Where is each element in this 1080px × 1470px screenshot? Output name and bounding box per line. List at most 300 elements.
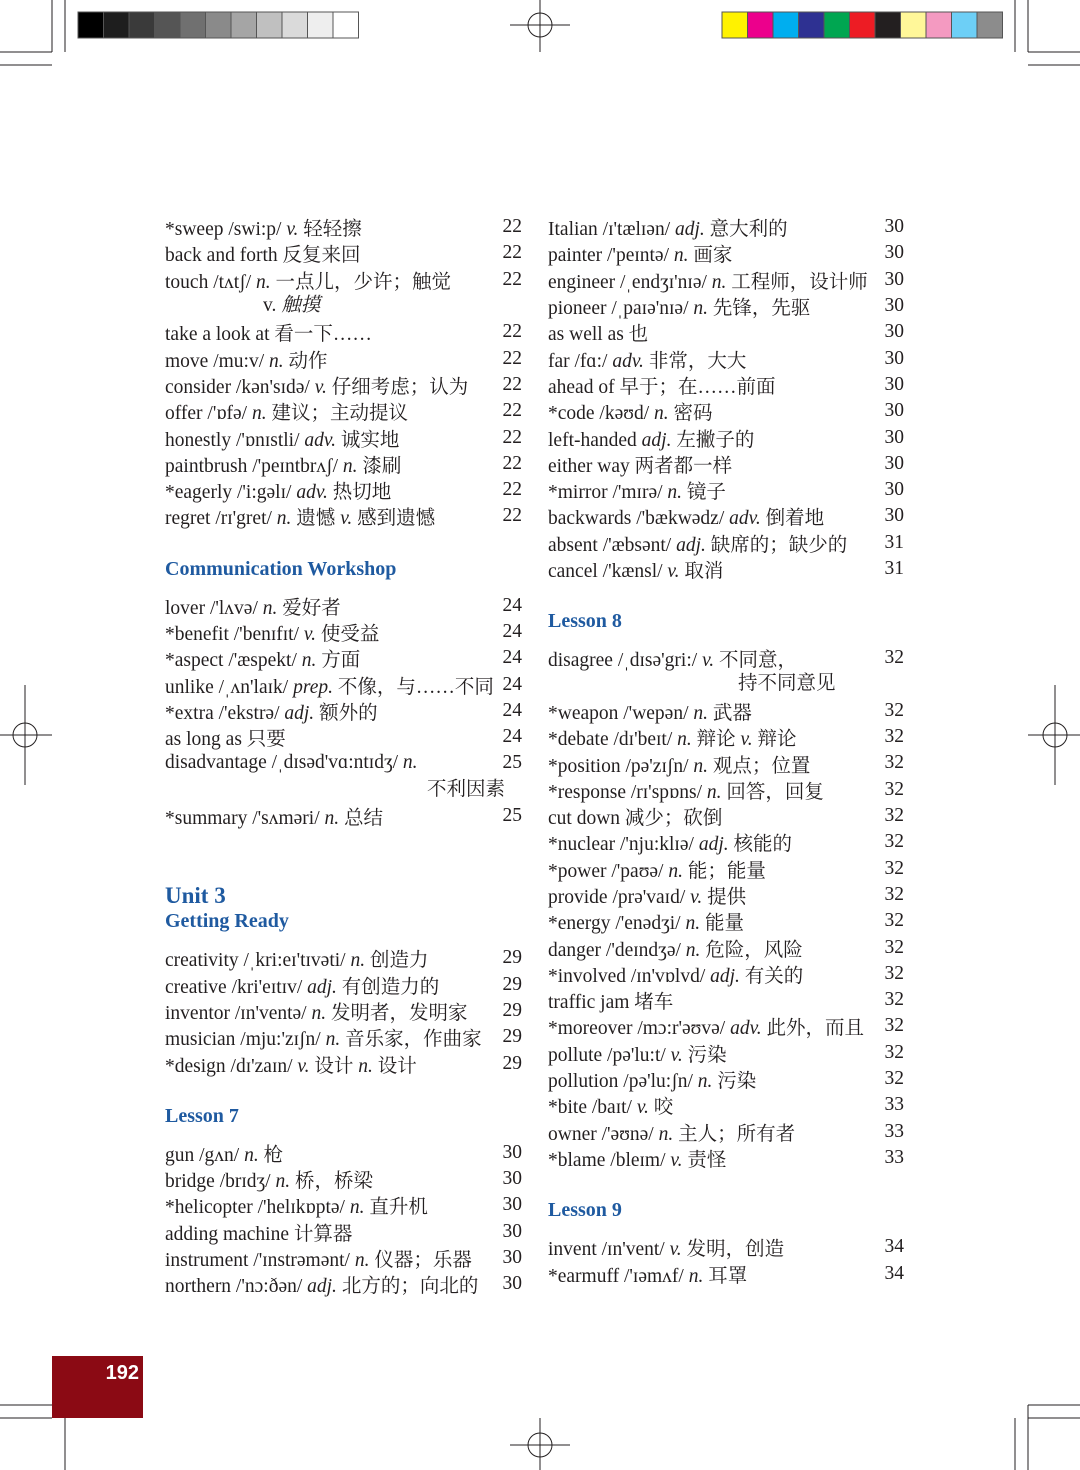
entry-text: pollute /pə'lu:t/ [548,1044,671,1066]
vocabulary-entry [165,671,522,697]
entry-word-definition [165,450,401,478]
entry-page-number: 32 [884,1068,904,1090]
part-of-speech: n. [667,482,683,504]
vocabulary-column-left [165,214,522,1298]
entry-text: 发明，创造 [681,1239,785,1261]
entry-word-definition [548,828,792,856]
part-of-speech: n. [262,597,278,619]
word-list [165,214,522,530]
entry-text: cut down 减少；砍倒 [548,808,723,830]
entry-text: 北方的；向北的 [336,1276,479,1298]
entry-word-definition [548,450,732,478]
calibration-swatch [748,12,774,38]
entry-text: 方面 [316,650,361,672]
entry-text: bridge /brɪdʒ/ [165,1171,276,1193]
calibration-swatch [206,12,232,38]
part-of-speech: v. [740,729,753,751]
registration-mark-left [0,685,52,785]
part-of-speech: adj. [676,534,706,556]
entry-word-definition [548,644,797,672]
vocabulary-entry [548,1013,904,1039]
entry-page-number: 32 [884,910,904,932]
vocabulary-entry [548,856,904,882]
registration-mark-right [1028,685,1080,785]
vocabulary-entry [548,987,904,1013]
entry-text: 辩论 [691,729,741,751]
entry-word-definition [548,1065,756,1093]
entry-text: cancel /'kænsl/ [548,561,668,583]
calibration-swatch [901,12,927,38]
entry-page-number: 32 [884,778,904,800]
entry-word-definition [165,1165,373,1193]
entry-word-definition [548,529,847,557]
entry-text: 创造力 [365,950,429,972]
entry-page-number: 29 [502,999,522,1021]
vocabulary-entry [548,777,904,803]
section-heading: Getting Ready [165,910,289,933]
part-of-speech: adv. [730,1018,762,1040]
vocabulary-entry [548,645,904,671]
calibration-swatch [129,12,155,38]
vocabulary-entry [165,593,522,619]
entry-page-number: 34 [884,1236,904,1258]
entry-text: as long as 只要 [165,729,286,751]
vocabulary-entry [548,1066,904,1092]
entry-page-number: 22 [502,400,522,422]
entry-text: lover /'lʌvə/ [165,597,263,619]
entry-text: 能；能量 [682,860,766,882]
entry-page-number: 30 [884,295,904,317]
entry-text: 不利因素 [427,778,506,800]
entry-text: 先锋，先驱 [708,298,811,320]
entry-word-definition [165,397,408,425]
entry-text: northern /'nɔ:ðən/ [165,1276,308,1298]
entry-word-definition [165,318,372,346]
entry-text: 污染 [712,1071,757,1093]
vocabulary-entry [165,1271,522,1297]
entry-word-definition [165,1139,283,1167]
vocabulary-entry [548,398,904,424]
part-of-speech: n. [711,271,727,293]
calibration-swatch [773,12,799,38]
entry-text: 爱好者 [277,597,341,619]
vocabulary-entry [165,803,522,829]
part-of-speech: 触摸 [276,294,321,316]
entry-text: take a look at 看一下…… [165,324,372,346]
calibration-swatch [78,12,104,38]
entry-text: *moreover /mɔ:r'əʊvə/ [548,1018,731,1040]
entry-word-definition [548,292,810,320]
calibration-swatch [231,12,257,38]
vocabulary-entry [165,1166,522,1192]
entry-word-definition [548,239,732,267]
part-of-speech: adj. [641,429,672,451]
entry-text: 镜子 [682,482,726,504]
entry-text: 提供 [702,886,747,908]
entry-text: 遗憾 [291,508,341,530]
vocabulary-entry [165,345,522,371]
part-of-speech: n. [693,755,709,777]
entry-page-number: 30 [502,1194,522,1216]
entry-text: offer /'ɒfə/ [165,403,252,425]
entry-word-definition [548,555,723,583]
part-of-speech: v. [669,1239,682,1261]
entry-word-definition [548,750,810,778]
vocabulary-entry [548,698,904,724]
entry-word-definition [548,1012,864,1040]
entry-word-definition [548,723,797,751]
vocabulary-entry [548,1145,904,1171]
entry-text: creativity /ˌkri:eɪ'tɪvəti/ [165,950,351,972]
entry-word-definition [165,644,360,672]
entry-word-definition [165,345,328,373]
entry-text: gun /gʌn/ [165,1144,245,1166]
entry-word-definition [165,618,379,646]
vocabulary-entry [548,934,904,960]
entry-page-number: 22 [502,268,522,290]
entry-text: 左撇子的 [671,429,755,451]
vocabulary-entry [165,1140,522,1166]
calibration-swatch [333,12,359,38]
calibration-swatch [799,12,825,38]
vocabulary-entry [165,240,522,266]
entry-page-number: 22 [502,242,522,264]
part-of-speech: adv. [612,350,644,372]
calibration-swatch [850,12,876,38]
vocabulary-entry [165,724,522,750]
vocabulary-entry [548,214,904,240]
calibration-swatch [308,12,334,38]
entry-page-number: 32 [884,1015,904,1037]
entry-word-definition [548,1260,747,1288]
entry-word-definition [165,1191,428,1219]
vocabulary-entry [165,1050,522,1076]
entry-page-number: 22 [502,505,522,527]
entry-text: Italian /ɪ'tælɪən/ [548,219,675,241]
entry-page-number: 32 [884,962,904,984]
entry-text: disagree /ˌdɪsə'gri:/ [548,650,703,672]
entry-text: danger /'deɪndʒə/ [548,939,686,961]
entry-page-number: 30 [884,242,904,264]
entry-word-definition [165,213,362,241]
entry-word-definition [165,1023,482,1051]
registration-mark-bottom [510,1418,570,1470]
vocabulary-entry [548,1092,904,1118]
entry-word-definition [548,318,648,346]
entry-page-number: 30 [884,452,904,474]
entry-page-number: 24 [502,726,522,748]
vocabulary-entry [165,424,522,450]
vocabulary-entry [165,477,522,503]
entry-text: ahead of 早于；在……前面 [548,376,776,398]
part-of-speech: v. [702,650,715,672]
entry-page-number: 22 [502,479,522,501]
calibration-swatch [155,12,181,38]
entry-text: *response /rɪ'spɒns/ [548,781,707,803]
vocabulary-column-right [548,214,904,1287]
entry-text: creative /kri'eɪtɪv/ [165,976,308,998]
entry-text: *summary /'sʌməri/ [165,808,325,830]
registration-mark-top [510,0,570,52]
entry-page-number: 32 [884,805,904,827]
part-of-speech: n. [402,752,418,774]
part-of-speech: adj. [698,834,729,856]
entry-continuation [548,671,904,697]
entry-page-number: 32 [884,726,904,748]
calibration-swatch [952,12,978,38]
part-of-speech: n. [311,1002,327,1024]
vocabulary-entry [165,372,522,398]
entry-page-number: 30 [502,1168,522,1190]
entry-text: inventor /ɪn'ventə/ [165,1002,312,1024]
vocabulary-entry [165,503,522,529]
entry-text: 核能的 [728,834,792,856]
part-of-speech: n. [349,1197,365,1219]
vocabulary-entry [165,1024,522,1050]
entry-text: 污染 [682,1044,727,1066]
entry-text: 回答，回复 [721,781,824,803]
entry-text: 直升机 [364,1197,428,1219]
entry-text: paintbrush /'peɪntbrʌʃ/ [165,455,343,477]
entry-text: 不像，与……不同 [332,676,494,698]
entry-page-number: 30 [884,400,904,422]
part-of-speech: n. [358,1055,373,1077]
color-calibration-bar [722,12,1003,38]
entry-word-definition [548,855,766,883]
entry-text: regret /rɪ'gret/ [165,508,277,530]
part-of-speech: adv. [729,508,761,530]
entry-text: *eagerly /'i:gəlɪ/ [165,482,297,504]
section-heading: Lesson 7 [165,1104,239,1127]
part-of-speech: n. [706,781,722,803]
page-number: 192 [105,1362,139,1384]
entry-text: 使受益 [315,624,380,646]
word-list [165,945,522,1076]
part-of-speech: v. [636,1097,649,1119]
word-list [165,1140,522,1298]
part-of-speech: n. [342,455,358,477]
entry-page-number: 22 [502,216,522,238]
entry-text: *weapon /'wepən/ [548,702,694,724]
part-of-speech: n. [269,350,284,372]
entry-word-definition [165,239,361,267]
entry-page-number: 30 [884,268,904,290]
entry-word-definition [548,266,868,294]
part-of-speech: n. [251,403,267,425]
calibration-swatch [104,12,130,38]
entry-text: 取消 [679,561,724,583]
vocabulary-entry [548,319,904,345]
entry-text: pollution /pə'lu:ʃn/ [548,1071,698,1093]
entry-text: 诚实地 [335,429,400,451]
entry-page-number: 32 [884,647,904,669]
entry-text: *involved /ɪn'vɒlvd/ [548,965,711,987]
entry-page-number: 30 [884,347,904,369]
part-of-speech: n. [668,860,683,882]
entry-text: provide /prə'vaɪd/ [548,886,691,908]
entry-text: *earmuff /'ɪəmʌf/ [548,1265,689,1287]
part-of-speech: n. [688,1265,704,1287]
entry-page-number: 30 [884,321,904,343]
entry-text: 危险，风险 [700,939,803,961]
part-of-speech: n. [654,403,669,425]
entry-text: 非常，大大 [643,350,747,372]
part-of-speech: n. [276,508,292,530]
entry-text: 仔细考虑；认为 [326,376,469,398]
entry-page-number: 24 [502,594,522,616]
entry-text: 一点儿，少许；触觉 [270,271,452,293]
entry-text: 观点；位置 [708,755,811,777]
entry-text: *power /'paʊə/ [548,860,669,882]
entry-word-definition [548,345,746,373]
entry-text: *blame /bleɪm/ [548,1149,671,1171]
vocabulary-entry [165,619,522,645]
entry-text: 感到遗憾 [352,508,436,530]
part-of-speech: v. [286,219,299,241]
part-of-speech: v. [297,1055,310,1077]
calibration-swatch [977,12,1003,38]
entry-word-definition [548,1039,727,1067]
entry-page-number: 32 [884,1041,904,1063]
vocabulary-entry [165,451,522,477]
entry-text: 发明者，发明家 [326,1002,468,1024]
entry-text: backwards /'bækwədz/ [548,508,730,530]
part-of-speech: adj. [284,702,315,724]
entry-text: 主人；所有者 [673,1123,796,1145]
vocabulary-entry [548,724,904,750]
entry-text: 轻轻擦 [298,219,362,241]
entry-page-number: 32 [884,699,904,721]
entry-text: 设计 [309,1055,359,1077]
vocabulary-entry [548,240,904,266]
entry-text: unlike /ˌʌn'laɪk/ [165,676,294,698]
entry-page-number: 30 [884,426,904,448]
entry-page-number: 32 [884,936,904,958]
entry-page-number: 32 [884,883,904,905]
word-list [548,645,904,1171]
vocabulary-entry [548,1234,904,1260]
grayscale-calibration-bar [78,12,359,38]
entry-word-definition [165,1270,478,1298]
vocabulary-entry [165,750,522,776]
entry-text: left-handed [548,429,642,451]
entry-text: musician /mju:'zɪʃn/ [165,1029,326,1051]
entry-word-definition [165,671,494,699]
entry-text: traffic jam 堵车 [548,992,674,1014]
entry-text: 热切地 [327,482,392,504]
entry-word-definition [548,881,746,909]
entry-text: 总结 [339,808,384,830]
vocabulary-entry [548,882,904,908]
entry-word-definition [165,502,435,530]
vocabulary-entry [548,503,904,529]
vocabulary-entry [165,945,522,971]
part-of-speech: n. [324,808,340,830]
vocabulary-entry [548,293,904,319]
entry-word-definition [548,802,722,830]
entry-page-number: 24 [502,699,522,721]
entry-page-number: 22 [502,426,522,448]
part-of-speech: n. [658,1123,674,1145]
entry-page-number: 25 [502,805,522,827]
entry-continuation [165,777,522,803]
entry-word-definition [165,476,391,504]
entry-text: 密码 [668,403,713,425]
part-of-speech: n. [673,245,689,267]
entry-text: 有创造力的 [336,976,440,998]
entry-text: *position /pə'zɪʃn/ [548,755,694,777]
entry-word-definition [165,371,468,399]
entry-page-number: 30 [502,1273,522,1295]
entry-text: *bite /baɪt/ [548,1097,637,1119]
calibration-swatch [926,12,952,38]
part-of-speech: adj. [710,965,740,987]
entry-continuation [165,293,522,319]
entry-text: 倒着地 [760,508,825,530]
part-of-speech: n. [256,271,271,293]
entry-word-definition [548,476,726,504]
vocabulary-entry [548,556,904,582]
section-heading: Lesson 8 [548,610,622,633]
vocabulary-entry [165,214,522,240]
part-of-speech: v. [690,886,703,908]
entry-page-number: 30 [502,1220,522,1242]
entry-text: touch /tʌtʃ/ [165,271,256,293]
vocabulary-entry [548,477,904,503]
entry-text: disadvantage /ˌdɪsəd'vɑ:ntɪdʒ/ [165,752,403,774]
entry-text: 动作 [283,350,328,372]
entry-text: 持不同意见 [738,673,836,695]
vocabulary-entry [548,345,904,371]
part-of-speech: n. [325,1029,341,1051]
entry-word-definition [165,997,468,1025]
vocabulary-entry [548,451,904,477]
vocabulary-entry [165,1219,522,1245]
entry-word-definition [548,502,824,530]
entry-page-number: 29 [502,973,522,995]
part-of-speech: n. [244,1144,259,1166]
entry-page-number: 30 [884,216,904,238]
vocabulary-entry [548,267,904,293]
vocabulary-entry [548,961,904,987]
entry-word-definition [165,697,378,725]
entry-word-definition [165,1244,472,1272]
entry-text: 责怪 [682,1149,727,1171]
entry-text: absent /'æbsənt/ [548,534,677,556]
part-of-speech: n. [693,702,709,724]
entry-text: 意大利的 [704,219,788,241]
entry-page-number: 22 [502,347,522,369]
vocabulary-entry [548,530,904,556]
entry-page-number: 30 [884,479,904,501]
part-of-speech: v. [670,1044,683,1066]
entry-text: *design /dɪ'zaɪn/ [165,1055,298,1077]
entry-text: 音乐家，作曲家 [340,1029,482,1051]
section-heading: Communication Workshop [165,557,397,580]
entry-text: 设计 [372,1055,417,1077]
entry-page-number: 31 [884,558,904,579]
part-of-speech: v. [667,561,680,583]
entry-text: *energy /'enədʒi/ [548,913,686,935]
entry-text: painter /'peɪntə/ [548,245,674,267]
part-of-speech: v. [314,376,327,398]
entry-text: *code /kəʊd/ [548,403,655,425]
calibration-swatch [824,12,850,38]
entry-word-definition [548,371,775,399]
entry-page-number: 24 [502,621,522,642]
entry-text: *helicopter /'helɪkɒptə/ [165,1197,350,1219]
entry-text: 仪器；乐器 [369,1250,472,1272]
